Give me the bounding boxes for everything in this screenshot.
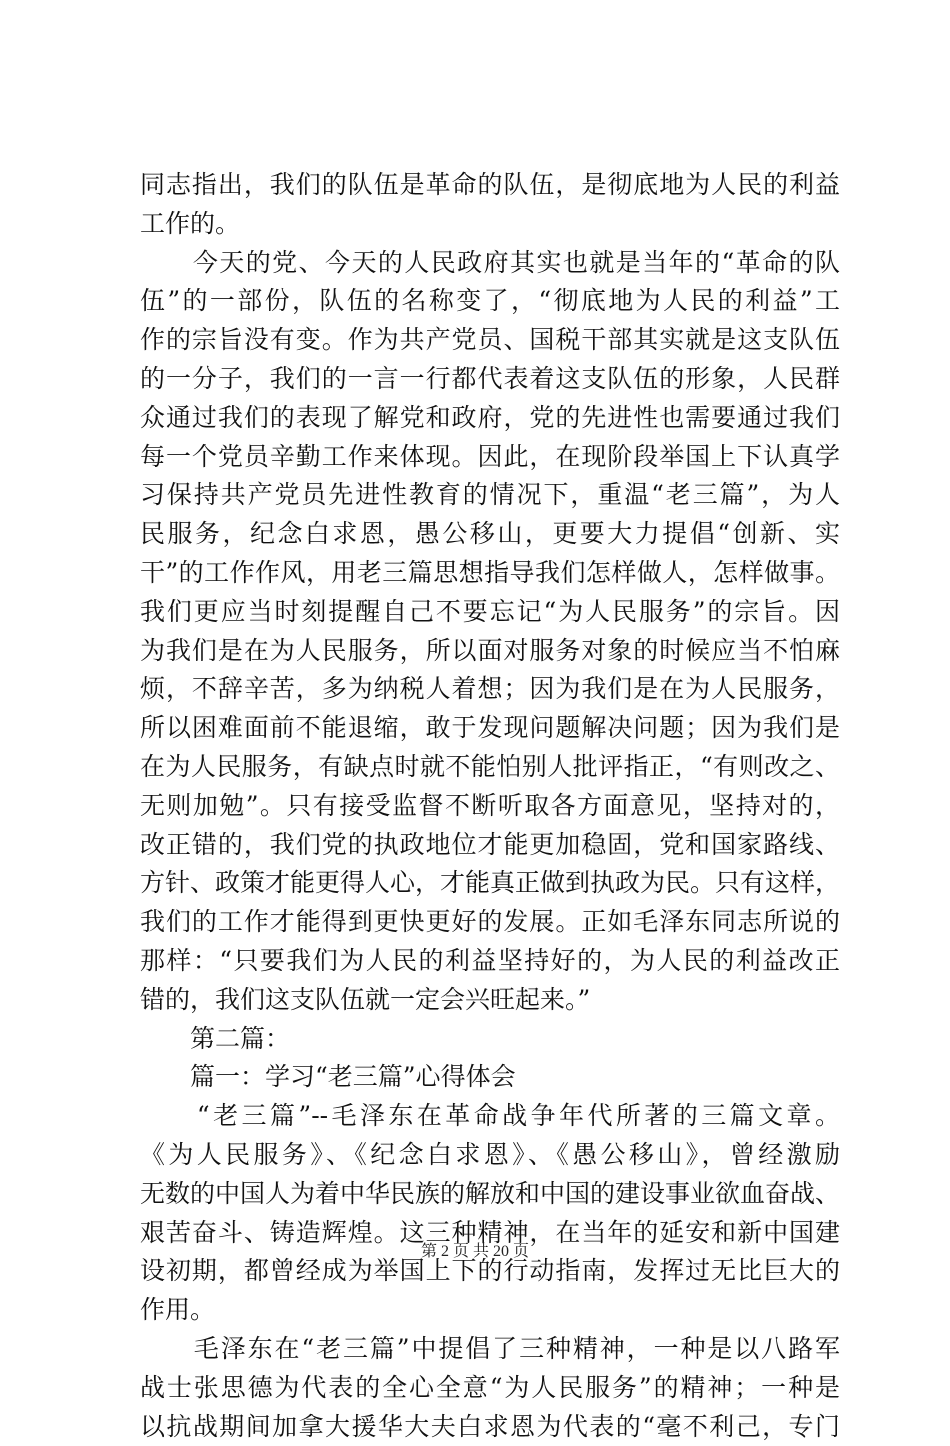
text-line: 民服务，纪念白求恩，愚公移山，更要大力提倡“创新、实 [140, 515, 840, 554]
text-line: 无数的中国人为着中华民族的解放和中国的建设事业欲血奋战、 [140, 1175, 840, 1214]
text-line: 方针、政策才能更得人心，才能真正做到执政为民。只有这样， [140, 864, 840, 903]
text-line: 第二篇： [140, 1020, 840, 1059]
text-line: 篇一：学习“老三篇”心得体会 [140, 1058, 840, 1097]
text-line: 那样：“只要我们为人民的利益坚持好的，为人民的利益改正 [140, 942, 840, 981]
text-line: 的一分子，我们的一言一行都代表着这支队伍的形象，人民群 [140, 360, 840, 399]
page-footer: 第 2 页 共 20 页 [0, 1242, 950, 1262]
text-line: 我们的工作才能得到更快更好的发展。正如毛泽东同志所说的 [140, 903, 840, 942]
text-line: 战士张思德为代表的全心全意“为人民服务”的精神；一种是 [140, 1369, 840, 1408]
text-line: 习保持共产党员先进性教育的情况下，重温“老三篇”，为人 [140, 476, 840, 515]
text-line: 同志指出，我们的队伍是革命的队伍，是彻底地为人民的利益 [140, 166, 840, 205]
text-line: 改正错的，我们党的执政地位才能更加稳固，党和国家路线、 [140, 826, 840, 865]
text-line: 干”的工作作风，用老三篇思想指导我们怎样做人，怎样做事。 [140, 554, 840, 593]
text-line: 为我们是在为人民服务，所以面对服务对象的时候应当不怕麻 [140, 632, 840, 671]
text-line: 《为人民服务》、《纪念白求恩》、《愚公移山》，曾经激励 [140, 1136, 840, 1175]
text-line: 我们更应当时刻提醒自己不要忘记“为人民服务”的宗旨。因 [140, 593, 840, 632]
text-line: 设初期，都曾经成为举国上下的行动指南，发挥过无比巨大的 [140, 1252, 840, 1291]
text-line: “老三篇”--毛泽东在革命战争年代所著的三篇文章。 [140, 1097, 840, 1136]
text-line: 所以困难面前不能退缩，敢于发现问题解决问题；因为我们是 [140, 709, 840, 748]
text-line: 以抗战期间加拿大援华大夫白求恩为代表的“毫不利己，专门 [140, 1408, 840, 1446]
text-line: 工作的。 [140, 205, 840, 244]
text-line: 今天的党、今天的人民政府其实也就是当年的“革命的队 [140, 244, 840, 283]
text-line: 作的宗旨没有变。作为共产党员、国税干部其实就是这支队伍 [140, 321, 840, 360]
text-line: 错的，我们这支队伍就一定会兴旺起来。” [140, 981, 840, 1020]
text-line: 毛泽东在“老三篇”中提倡了三种精神，一种是以八路军 [140, 1330, 840, 1369]
text-line: 艰苦奋斗、铸造辉煌。这三种精神，在当年的延安和新中国建 [140, 1214, 840, 1253]
text-line: 在为人民服务，有缺点时就不能怕别人批评指正，“有则改之、 [140, 748, 840, 787]
text-line: 烦，不辞辛苦，多为纳税人着想；因为我们是在为人民服务， [140, 670, 840, 709]
text-line: 无则加勉”。只有接受监督不断听取各方面意见，坚持对的， [140, 787, 840, 826]
text-line: 作用。 [140, 1291, 840, 1330]
text-line: 众通过我们的表现了解党和政府，党的先进性也需要通过我们 [140, 399, 840, 438]
text-line: 伍”的一部份，队伍的名称变了，“彻底地为人民的利益”工 [140, 282, 840, 321]
text-line: 每一个党员辛勤工作来体现。因此，在现阶段举国上下认真学 [140, 438, 840, 477]
